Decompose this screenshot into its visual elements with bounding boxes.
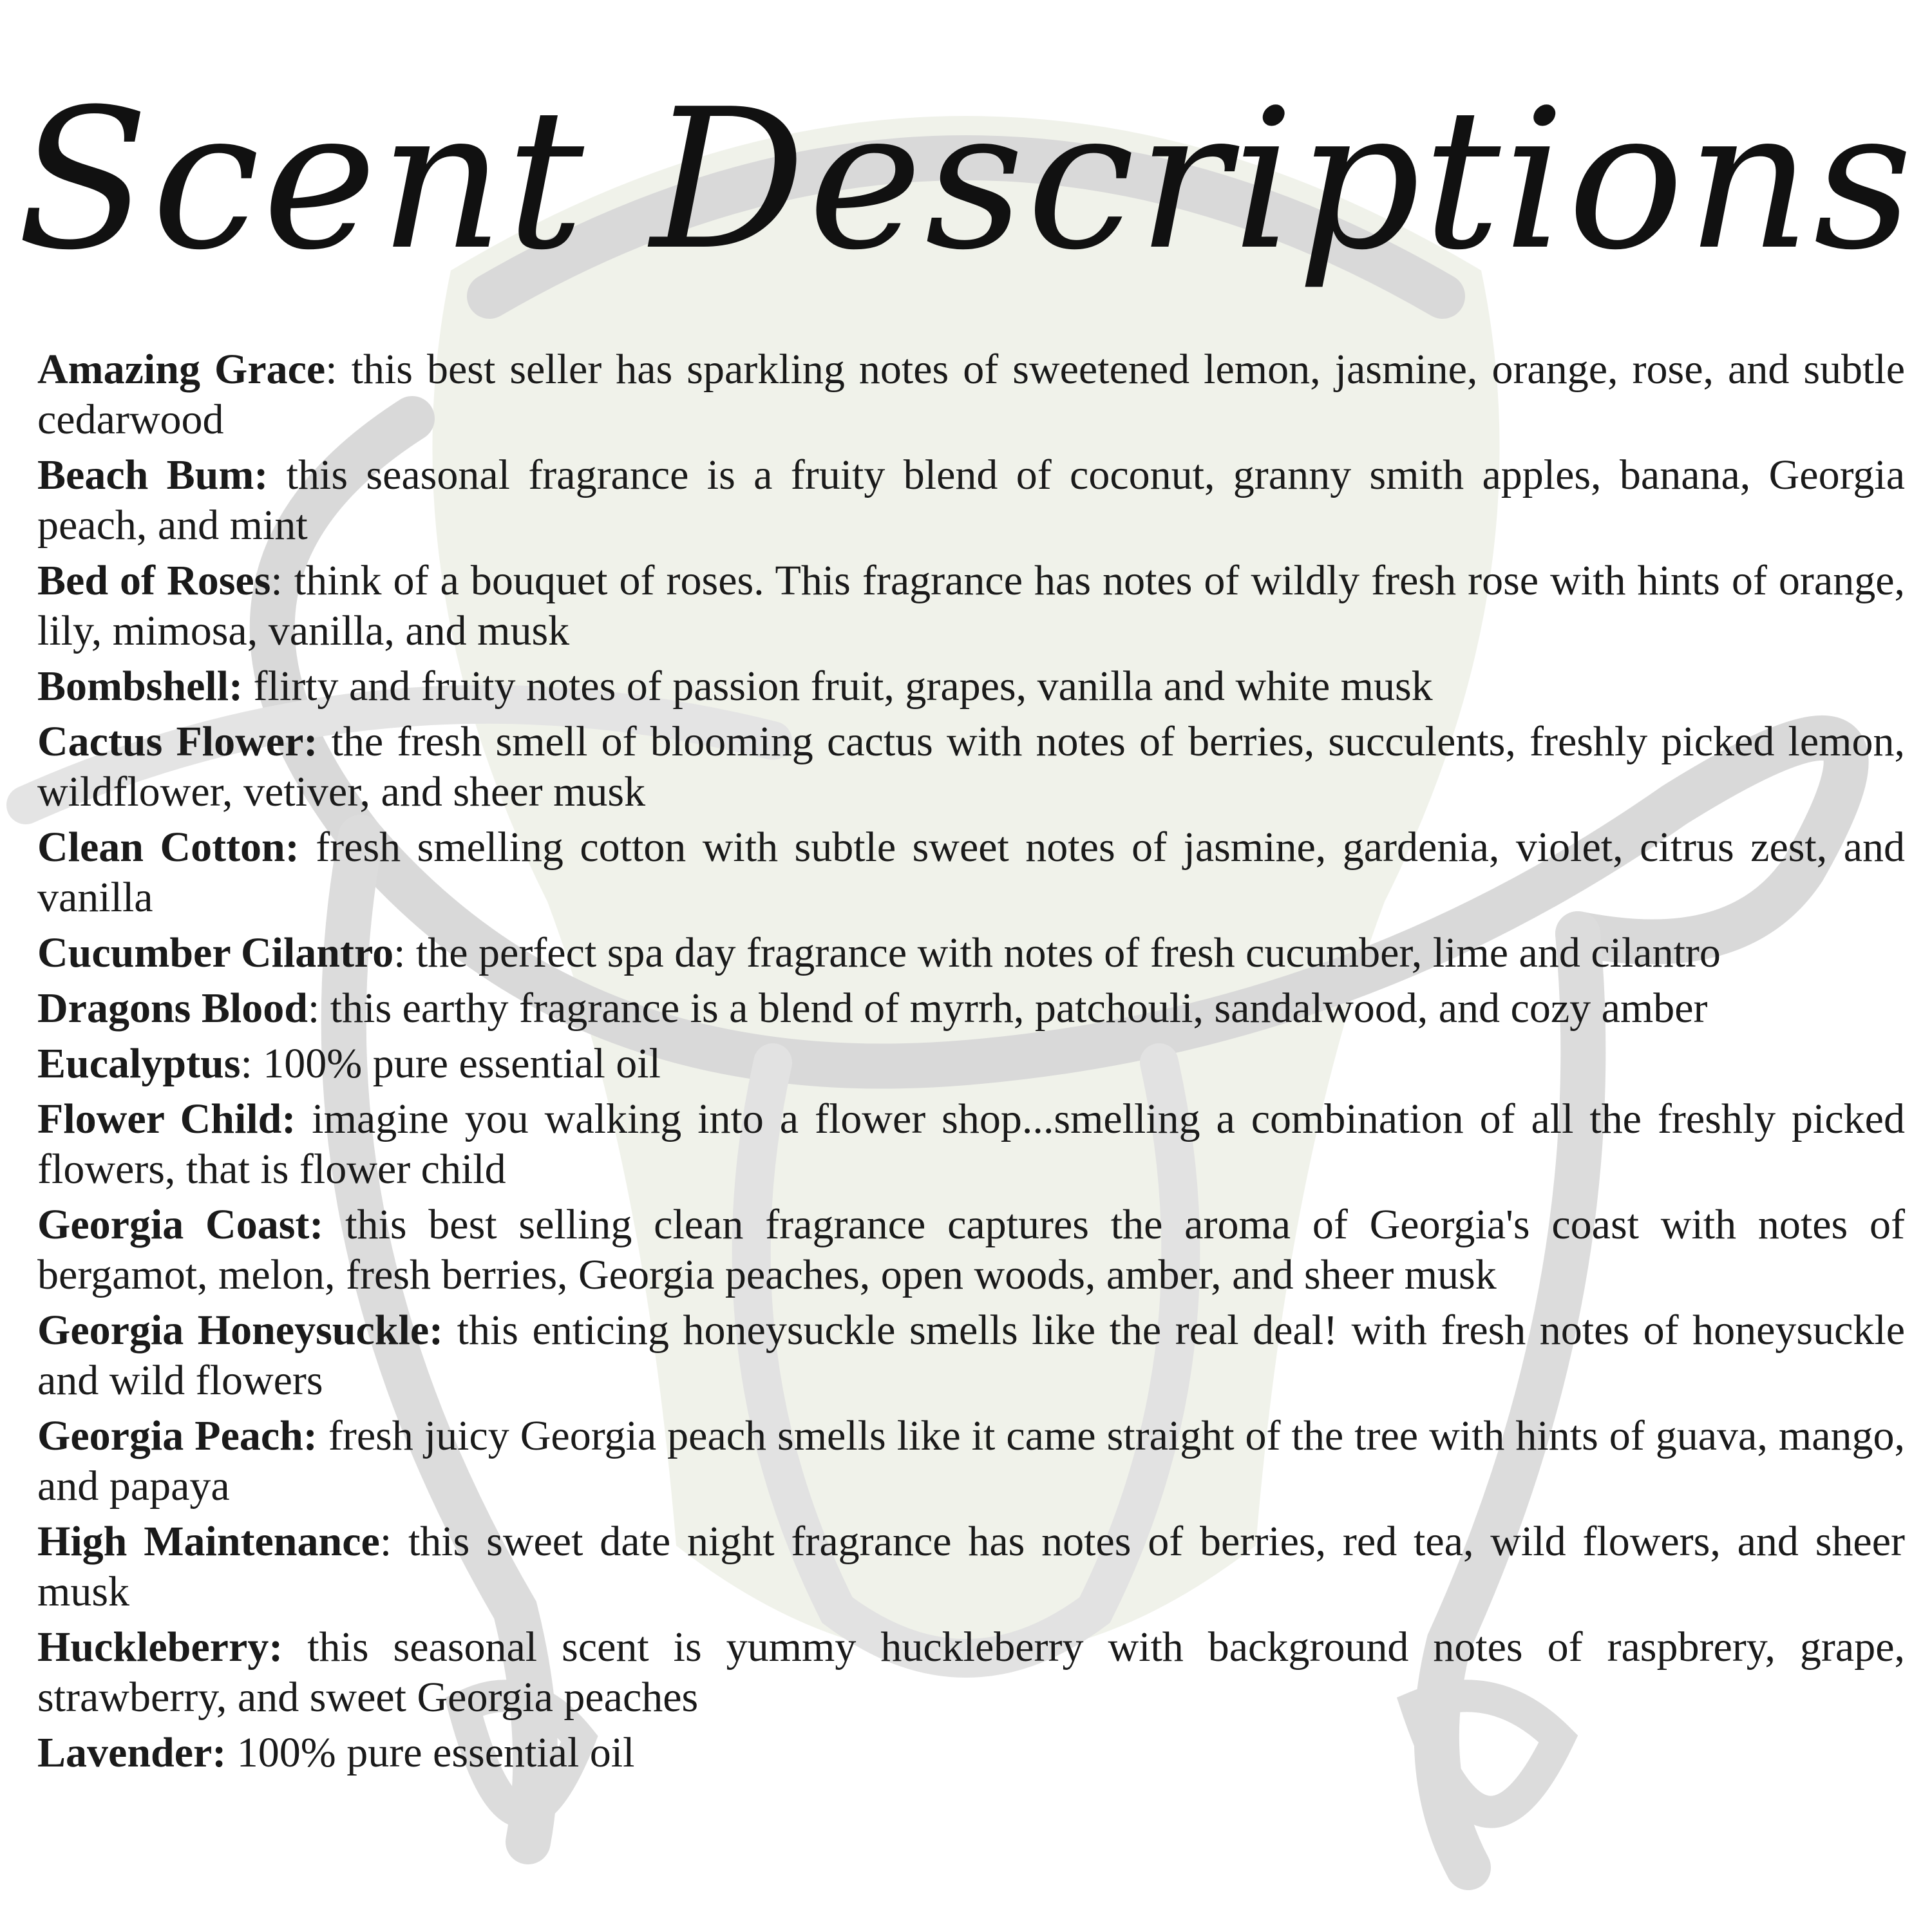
scent-entry [37,1728,1905,1778]
scent-entry [37,1200,1905,1300]
scent-description: think of a bouquet of roses. This fragrance has notes of wildly fresh rose with hints of orange, lily, mimosa, vanilla, and musk [37,557,1905,654]
scent-description: fresh smelling cotton with subtle sweet notes of jasmine, gardenia, violet, citrus zest, and vanilla [37,824,1905,921]
scent-description: this enticing honeysuckle smells like the real deal! with fresh notes of honeysuckle and wild flowers [37,1307,1905,1404]
scent-description: flirty and fruity notes of passion fruit, grapes, vanilla and white musk [243,663,1433,710]
scent-name: Flower Child: [37,1095,296,1142]
scent-description: 100% pure essential oil [226,1729,635,1776]
scent-name: Clean Cotton: [37,824,299,871]
scent-description: 100% pure essential oil [252,1040,661,1087]
scent-separator: : [379,1518,392,1565]
scent-entry [37,1305,1905,1406]
scent-description: the fresh smell of blooming cactus with notes of berries, succulents, freshly picked lemon, wildflower, vetiver, and sheer musk [37,718,1905,815]
scent-name: Bed of Roses [37,557,271,604]
scent-description: fresh juicy Georgia peach smells like it came straight of the tree with hints of guava, mango, and papaya [37,1412,1905,1510]
scent-name: Amazing Grace [37,346,326,393]
scent-name: Dragons Blood [37,985,308,1032]
scent-entry [37,717,1905,817]
scent-name: Cucumber Cilantro [37,929,394,976]
scent-entry [37,1094,1905,1195]
scent-entry [37,983,1905,1034]
scent-separator: : [270,557,283,604]
scent-entry [37,661,1905,712]
scent-name: Georgia Honeysuckle: [37,1307,444,1354]
scent-description: this seasonal fragrance is a fruity blend of coconut, granny smith apples, banana, Georgia peach, and mint [37,451,1905,549]
scent-separator: : [240,1040,252,1087]
scent-separator: : [325,346,337,393]
scent-separator: : [307,985,320,1032]
scent-description: imagine you walking into a flower shop...smelling a combination of all the freshly picked flowers, that is flower child [37,1095,1905,1193]
scent-name: Bombshell: [37,663,243,710]
scent-name: Beach Bum: [37,451,269,498]
scent-entry [37,345,1905,445]
scent-entry [37,556,1905,656]
scent-entry [37,1517,1905,1617]
scent-name: Georgia Coast: [37,1201,324,1248]
scent-name: Georgia Peach: [37,1412,317,1459]
scent-name: Cactus Flower: [37,718,318,765]
scent-separator: : [393,929,406,976]
scent-entry [37,1411,1905,1511]
scent-name: High Maintenance [37,1518,380,1565]
scent-description: the perfect spa day fragrance with notes of fresh cucumber, lime and cilantro [405,929,1721,976]
scent-description: this earthy fragrance is a blend of myrrh, patchouli, sandalwood, and cozy amber [319,985,1708,1032]
scent-description: this best selling clean fragrance captures the aroma of Georgia's coast with notes of bergamot, melon, fresh berries, Georgia peaches, open woods, amber, and sheer musk [37,1201,1905,1298]
scent-name: Eucalyptus [37,1040,241,1087]
scent-entry [37,928,1905,978]
scent-description: this best seller has sparkling notes of sweetened lemon, jasmine, orange, rose, and subtle cedarwood [37,346,1905,443]
scent-name: Huckleberry: [37,1624,283,1671]
scent-description: this seasonal scent is yummy huckleberry with background notes of raspbrery, grape, strawberry, and sweet Georgia peaches [37,1624,1905,1721]
scent-list [37,345,1905,1783]
page-title: Scent Descriptions [17,68,1915,292]
scent-entry [37,1622,1905,1723]
scent-entry [37,822,1905,923]
scent-description: this sweet date night fragrance has notes of berries, red tea, wild flowers, and sheer musk [37,1518,1905,1615]
scent-entry [37,450,1905,551]
scent-name: Lavender: [37,1729,227,1776]
scent-entry [37,1039,1905,1089]
